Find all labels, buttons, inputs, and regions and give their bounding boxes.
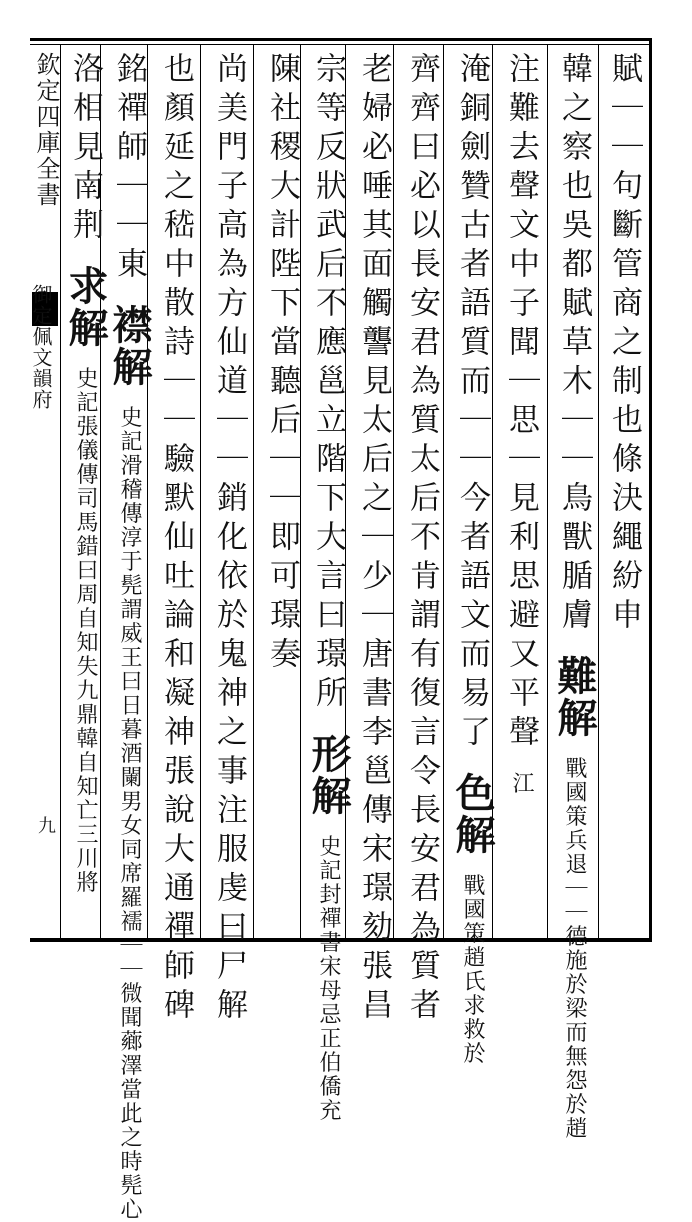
headword-nanjie: 難解 [551,654,598,739]
headword-xingjie: 形解 [305,732,352,817]
text-column-10 [155,52,197,1027]
column-divider [547,44,548,938]
text-column-3 [500,52,542,932]
text-column-1 [603,52,645,932]
column-text: 齊齊曰必以長安君為質太后不肯謂有復言令長安君為質者 [404,52,440,1027]
column-text: 銘禪師｜｜東 [111,52,147,286]
headword-text: 史記滑稽傳淳于髡謂威王曰日暮酒闌男女同席羅襦｜｜微聞薌澤當此之時髡心 [117,405,142,1222]
column-text: 賦｜｜句斷管商之制也條決繩紛申 [606,52,642,637]
column-text: 注難去聲文中子聞｜思｜見利思避又平聲 [503,52,539,754]
headword-text: 史記張儀傳司馬錯曰周自知失九鼎韓自知亡三川將 [73,366,98,895]
margin-column [30,52,60,932]
column-divider [598,44,599,938]
text-column-5 [401,52,443,1027]
column-divider [253,44,254,938]
text-column-7 [305,52,352,1123]
text-column-4 [449,52,496,1066]
column-text: 宗等反狀武后不應邕立階下大言曰璟所 [310,52,346,715]
text-column-2 [551,52,598,1141]
column-text: 尚美門子高為方仙道｜｜銷化依於鬼神之事注服虔曰尸解 [211,52,247,1027]
margin-title: 欽定四庫全書 [32,52,60,208]
text-column-11 [106,52,153,1222]
frame-right-rule [649,38,652,942]
column-text: 也顏延之嵇中散詩｜｜驗默仙吐論和凝神張說大通禪師碑 [158,52,194,1027]
text-column-6 [353,52,395,1027]
column-divider [200,44,201,938]
text-column-8 [261,52,303,932]
headword-text: 戰國策兵退｜｜德施於梁而無怨於趙 [562,756,587,1141]
headword-qiujie: 求解 [62,264,109,349]
column-text: 陳社稷大計陛下當聽后｜｜即可璟奏 [264,52,300,676]
column-divider [443,44,444,938]
headword-text: 史記封禪書宋母忌正伯僑充 [316,834,341,1123]
column-small-text: 江 [509,771,534,796]
column-text: 韓之察也吳都賦草木｜｜鳥獸腯膚 [556,52,592,637]
margin-book-title: 御定佩文韻府 [29,284,53,410]
frame-top-rule-inner [30,44,652,45]
headword-jinjie: 襟解 [106,303,153,388]
frame-left-rule [60,44,61,938]
frame-top-rule [30,38,652,41]
page-number: 九 [35,816,56,834]
column-text: 老婦必唾其面觸讋見太后之｜少｜唐書李邕傳宋璟劾張昌 [356,52,392,1027]
headword-sejie: 色解 [449,771,496,856]
column-text: 淹銅劍贊古者語質而｜｜今者語文而易了 [454,52,490,754]
text-column-12 [62,52,109,932]
column-text: 洛相見南荆 [67,52,103,247]
text-column-9 [208,52,250,1027]
headword-text: 戰國策趙氏求救於 [460,873,485,1066]
